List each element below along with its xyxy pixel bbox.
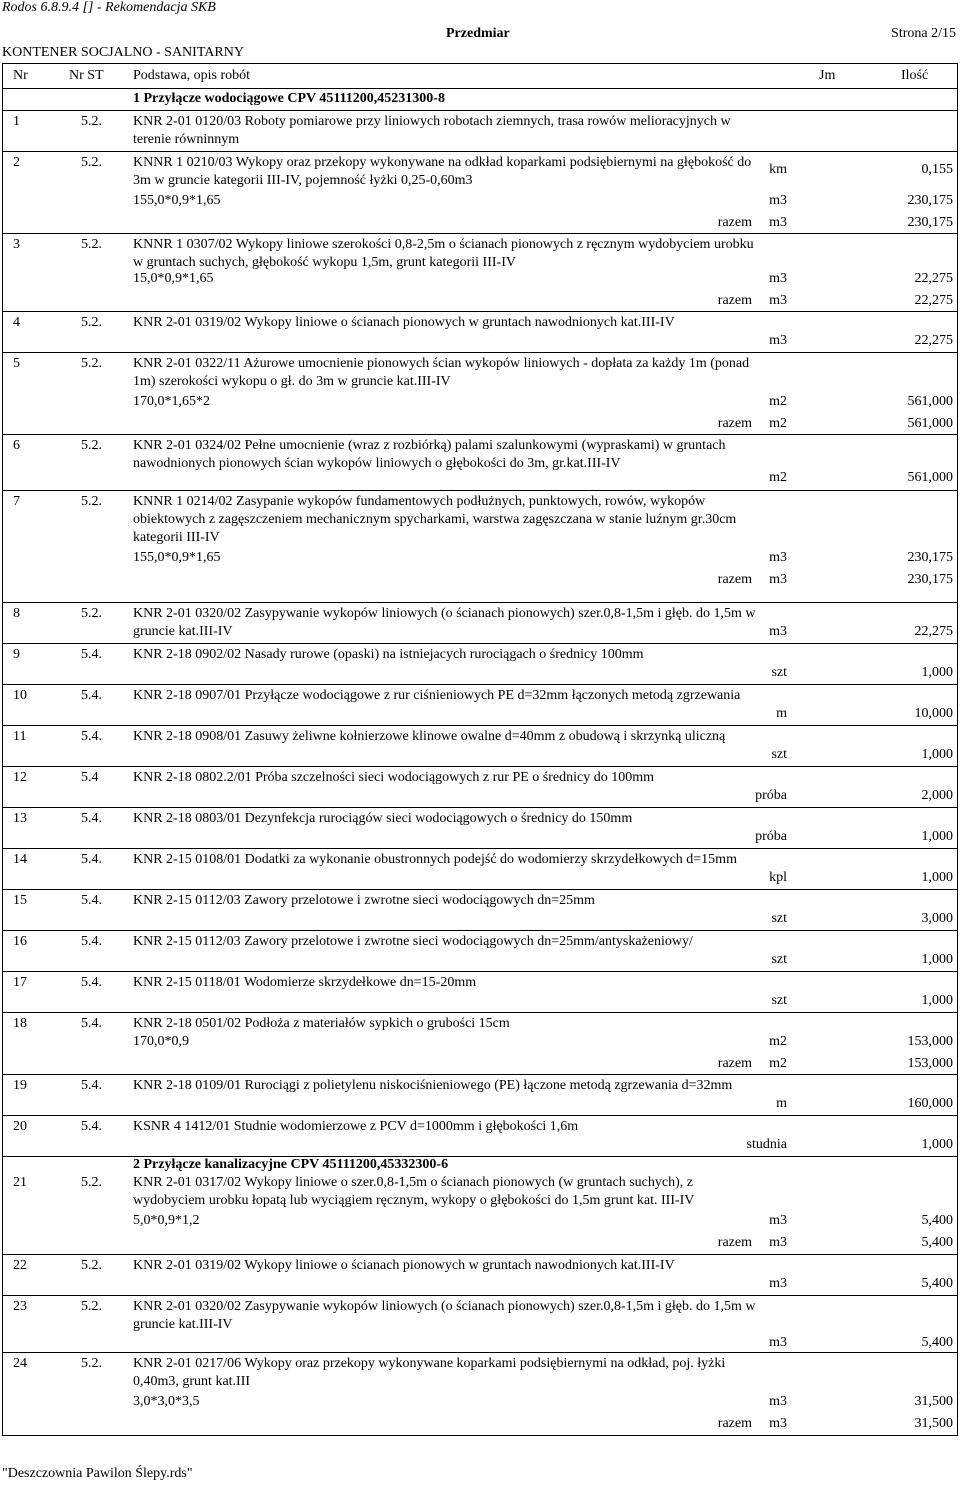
item-description: KNR 2-01 0324/02 Pełne umocnienie (wraz z rozbiórką) palami szalunkowymi (wypraskami) w gruntach nawodnionych pionowych ścian wykopów liniowych o głębokości do 3m, gr.kat.III-IV [133, 438, 726, 471]
section-title: 2 Przyłącze kanalizacyjne CPV 45111200,45332300-6 [133, 1157, 449, 1172]
item-calculation: 170,0*0,9 [133, 1034, 189, 1049]
item-quantity: 0,155 [921, 162, 953, 177]
item-description: KNR 2-18 0109/01 Rurociągi z polietylenu niskociśnieniowego (PE) łączone metodą zgrzewania d=32mm [133, 1078, 733, 1093]
item-spec-number: 5.4. [81, 934, 102, 949]
razem-quantity: 230,175 [907, 572, 953, 587]
item-unit: m2 [769, 1034, 787, 1049]
item-description: KNR 2-18 0802.2/01 Próba szczelności sieci wodociągowych z rur PE o średnicy do 100mm [133, 770, 655, 785]
item-unit: m3 [769, 1335, 787, 1350]
item-number: 10 [13, 688, 27, 703]
item-quantity: 22,275 [914, 624, 953, 639]
item-description: KNR 2-15 0112/03 Zawory przelotowe i zwrotne sieci wodociągowych dn=25mm/antyskażeniowy/ [133, 934, 693, 949]
section-row [3, 1156, 957, 1173]
table-row [3, 807, 957, 849]
item-number: 14 [13, 852, 27, 867]
item-quantity: 153,000 [907, 1034, 953, 1049]
razem-label: razem [717, 416, 752, 431]
item-spec-number: 5.2. [81, 494, 102, 509]
item-description: KNR 2-15 0108/01 Dodatki za wykonanie obustronnych podejść do wodomierzy skrzydełkowych d=15mm [133, 852, 737, 867]
item-unit: m2 [769, 394, 787, 409]
col-header-nr-st: Nr ST [69, 68, 104, 83]
table-row [3, 1295, 957, 1353]
item-number: 20 [13, 1119, 27, 1134]
item-calculation: 170,0*1,65*2 [133, 394, 210, 409]
razem-unit: m2 [769, 1056, 787, 1071]
razem-label: razem [717, 1416, 752, 1431]
item-description: KNNR 1 0307/02 Wykopy liniowe szerokości 0,8-2,5m o ścianach pionowych z ręcznym wydobyciem urobku w gruntach suchych, głębokość wykopu 1,5m, grunt kategorii III-IV [133, 237, 754, 270]
item-quantity: 10,000 [914, 706, 953, 721]
item-spec-number: 5.4 [81, 770, 99, 785]
item-spec-number: 5.2. [81, 438, 102, 453]
project-name: KONTENER SOCJALNO - SANITARNY [2, 45, 244, 60]
item-spec-number: 5.4. [81, 811, 102, 826]
razem-quantity: 22,275 [914, 293, 953, 308]
razem-unit: m3 [769, 572, 787, 587]
table-row [3, 1012, 957, 1075]
table-row [3, 434, 957, 491]
table-row [3, 1172, 957, 1254]
item-unit: próba [755, 829, 787, 844]
item-number: 1 [13, 114, 20, 129]
item-calculation: 15,0*0,9*1,65 [133, 271, 214, 286]
razem-unit: m3 [769, 1235, 787, 1250]
item-quantity: 5,400 [921, 1335, 953, 1350]
item-description: KNR 2-15 0118/01 Wodomierze skrzydełkowe dn=15-20mm [133, 975, 477, 990]
razem-quantity: 31,500 [914, 1416, 953, 1431]
item-unit: km [769, 162, 787, 177]
item-number: 13 [13, 811, 27, 826]
item-quantity: 5,400 [921, 1276, 953, 1291]
razem-label: razem [717, 572, 752, 587]
item-description: KNNR 1 0210/03 Wykopy oraz przekopy wykonywane na odkład koparkami podsiębiernymi na głębokość do 3m w gruncie kategorii III-IV, pojemność łyżki 0,25-0,60m3 [133, 155, 752, 188]
item-spec-number: 5.4. [81, 647, 102, 662]
table-row [3, 889, 957, 931]
table-row [3, 352, 957, 435]
item-spec-number: 5.2. [81, 237, 102, 252]
item-number: 4 [13, 315, 20, 330]
item-quantity: 5,400 [921, 1213, 953, 1228]
item-calculation: 155,0*0,9*1,65 [133, 193, 221, 208]
item-description: KNR 2-18 0902/02 Nasady rurowe (opaski) na istniejacych rurociągach o średnicy 100mm [133, 647, 644, 662]
item-unit: m [776, 706, 787, 721]
table-row [3, 1074, 957, 1116]
item-description: KNR 2-01 0217/06 Wykopy oraz przekopy wykonywane koparkami podsiębiernymi na odkład, poj. łyżki 0,40m3, grunt kat.III [133, 1356, 726, 1389]
item-unit: m3 [769, 1276, 787, 1291]
item-quantity: 22,275 [914, 271, 953, 286]
item-quantity: 1,000 [921, 1137, 953, 1152]
item-quantity: 230,175 [907, 550, 953, 565]
item-unit: szt [771, 665, 787, 680]
section-row [3, 88, 957, 110]
table-row [3, 766, 957, 808]
table-header [3, 64, 957, 89]
item-spec-number: 5.2. [81, 1258, 102, 1273]
item-number: 23 [13, 1299, 27, 1314]
item-number: 15 [13, 893, 27, 908]
item-spec-number: 5.2. [81, 315, 102, 330]
table-row [3, 311, 957, 353]
item-quantity: 2,000 [921, 788, 953, 803]
item-unit: m3 [769, 1213, 787, 1228]
item-description: KNR 2-01 0320/02 Zasypywanie wykopów liniowych (o ścianach pionowych) szer.0,8-1,5m i głęb. do 1,5m w gruncie kat.III-IV [133, 1299, 756, 1332]
item-unit: kpl [769, 870, 787, 885]
table-row [3, 848, 957, 890]
item-number: 24 [13, 1356, 27, 1371]
item-number: 19 [13, 1078, 27, 1093]
document-title: Przedmiar [446, 26, 510, 41]
table-row [3, 725, 957, 767]
col-header-nr: Nr [13, 68, 28, 83]
item-description: KNR 2-15 0112/03 Zawory przelotowe i zwrotne sieci wodociągowych dn=25mm [133, 893, 595, 908]
item-spec-number: 5.2. [81, 1356, 102, 1371]
item-description: KNR 2-01 0322/11 Ażurowe umocnienie pionowych ścian wykopów liniowych - dopłata za każdy 1m (ponad 1m) szerokości wykopu o gł. do 3m w gruncie kat.III-IV [133, 356, 750, 389]
section-title: 1 Przyłącze wodociągowe CPV 45111200,45231300-8 [133, 91, 445, 106]
item-number: 5 [13, 356, 20, 371]
item-description: KNR 2-18 0908/01 Zasuwy żeliwne kołnierzowe klinowe owalne d=40mm z obudową i skrzynką uliczną [133, 729, 726, 744]
item-spec-number: 5.4. [81, 1016, 102, 1031]
item-unit: m3 [769, 271, 787, 286]
item-description: KNR 2-01 0320/02 Zasypywanie wykopów liniowych (o ścianach pionowych) szer.0,8-1,5m i głęb. do 1,5m w gruncie kat.III-IV [133, 606, 756, 639]
item-unit: m [776, 1096, 787, 1111]
item-number: 21 [13, 1175, 27, 1190]
item-unit: m2 [769, 470, 787, 485]
item-quantity: 561,000 [907, 394, 953, 409]
item-spec-number: 5.2. [81, 114, 102, 129]
item-number: 2 [13, 155, 20, 170]
item-unit: próba [755, 788, 787, 803]
item-description: KNNR 1 0214/02 Zasypanie wykopów fundamentowych podłużnych, punktowych, rowów, wykopów obiektowych z zagęszczeniem mechanicznym spycharkami, warstwa zagęszczana w stanie luźnym gr.30cm kategorii III-IV [133, 494, 737, 545]
item-quantity: 1,000 [921, 952, 953, 967]
item-number: 7 [13, 494, 20, 509]
item-calculation: 3,0*3,0*3,5 [133, 1394, 200, 1409]
page-number: Strona 2/15 [891, 26, 956, 41]
item-number: 11 [13, 729, 27, 744]
item-spec-number: 5.2. [81, 356, 102, 371]
table-row [3, 971, 957, 1013]
razem-quantity: 230,175 [907, 215, 953, 230]
col-header-quantity: Ilość [901, 68, 929, 83]
item-description: KNR 2-18 0803/01 Dezynfekcja rurociągów sieci wodociągowych o średnicy do 150mm [133, 811, 633, 826]
razem-quantity: 5,400 [921, 1235, 953, 1250]
razem-unit: m2 [769, 416, 787, 431]
item-unit: m3 [769, 193, 787, 208]
item-unit: szt [771, 952, 787, 967]
item-number: 22 [13, 1258, 27, 1273]
item-description: KNR 2-01 0319/02 Wykopy liniowe o ścianach pionowych w gruntach nawodnionych kat.III-IV [133, 315, 675, 330]
item-number: 6 [13, 438, 20, 453]
table-row [3, 684, 957, 726]
razem-unit: m3 [769, 293, 787, 308]
item-unit: m3 [769, 624, 787, 639]
item-quantity: 1,000 [921, 665, 953, 680]
col-header-unit: Jm [819, 68, 836, 83]
item-number: 17 [13, 975, 27, 990]
razem-quantity: 153,000 [907, 1056, 953, 1071]
razem-label: razem [717, 293, 752, 308]
item-spec-number: 5.2. [81, 606, 102, 621]
item-unit: studnia [746, 1137, 787, 1152]
item-number: 8 [13, 606, 20, 621]
table-row [3, 643, 957, 685]
item-spec-number: 5.4. [81, 893, 102, 908]
item-description: KNR 2-18 0501/02 Podłoża z materiałów sypkich o grubości 15cm [133, 1016, 510, 1031]
table-row [3, 930, 957, 972]
item-calculation: 5,0*0,9*1,2 [133, 1213, 200, 1228]
table-row [3, 602, 957, 644]
item-description: KNR 2-01 0317/02 Wykopy liniowe o szer.0,8-1,5m o ścianach pionowych (w gruntach suchych), z wydobyciem urobku łopatą lub wyciągiem ręcznym, wykopy o głębokości do 1,5m grunt kat. III-IV [133, 1175, 695, 1208]
table-row [3, 490, 957, 603]
item-quantity: 31,500 [914, 1394, 953, 1409]
item-number: 12 [13, 770, 27, 785]
item-quantity: 230,175 [907, 193, 953, 208]
app-title: Rodos 6.8.9.4 [] - Rekomendacja SKB [2, 0, 216, 15]
table-row [3, 1352, 957, 1437]
item-quantity: 1,000 [921, 993, 953, 1008]
item-quantity: 1,000 [921, 829, 953, 844]
item-unit: m3 [769, 333, 787, 348]
table-row [3, 151, 957, 234]
item-calculation: 155,0*0,9*1,65 [133, 550, 221, 565]
item-quantity: 1,000 [921, 747, 953, 762]
item-quantity: 1,000 [921, 870, 953, 885]
item-quantity: 3,000 [921, 911, 953, 926]
item-number: 16 [13, 934, 27, 949]
item-description: KSNR 4 1412/01 Studnie wodomierzowe z PCV d=1000mm i głębokości 1,6m [133, 1119, 579, 1134]
razem-label: razem [717, 1235, 752, 1250]
item-number: 9 [13, 647, 20, 662]
footer-filename: "Deszczownia Pawilon Ślepy.rds" [2, 1466, 193, 1481]
item-spec-number: 5.4. [81, 975, 102, 990]
table-row [3, 1254, 957, 1296]
item-quantity: 160,000 [907, 1096, 953, 1111]
item-quantity: 561,000 [907, 470, 953, 485]
table-row [3, 1115, 957, 1157]
razem-unit: m3 [769, 1416, 787, 1431]
col-header-description: Podstawa, opis robót [133, 68, 251, 83]
item-unit: szt [771, 993, 787, 1008]
item-spec-number: 5.4. [81, 852, 102, 867]
item-spec-number: 5.2. [81, 1299, 102, 1314]
item-spec-number: 5.4. [81, 1078, 102, 1093]
item-unit: szt [771, 911, 787, 926]
item-unit: m3 [769, 550, 787, 565]
item-number: 18 [13, 1016, 27, 1031]
item-unit: m3 [769, 1394, 787, 1409]
razem-label: razem [717, 215, 752, 230]
item-description: KNR 2-18 0907/01 Przyłącze wodociągowe z rur ciśnieniowych PE d=32mm łączonych metodą zgrzewania [133, 688, 741, 703]
item-number: 3 [13, 237, 20, 252]
item-spec-number: 5.4. [81, 1119, 102, 1134]
item-description: KNR 2-01 0319/02 Wykopy liniowe o ścianach pionowych w gruntach nawodnionych kat.III-IV [133, 1258, 675, 1273]
item-quantity: 22,275 [914, 333, 953, 348]
razem-unit: m3 [769, 215, 787, 230]
item-spec-number: 5.4. [81, 729, 102, 744]
razem-quantity: 561,000 [907, 416, 953, 431]
table-row [3, 233, 957, 312]
item-spec-number: 5.4. [81, 688, 102, 703]
razem-label: razem [717, 1056, 752, 1071]
cost-table [2, 63, 958, 1436]
item-spec-number: 5.2. [81, 1175, 102, 1190]
item-spec-number: 5.2. [81, 155, 102, 170]
item-unit: szt [771, 747, 787, 762]
item-description: KNR 2-01 0120/03 Roboty pomiarowe przy liniowych robotach ziemnych, trasa rowów melioracyjnych w terenie równinnym [133, 114, 731, 147]
